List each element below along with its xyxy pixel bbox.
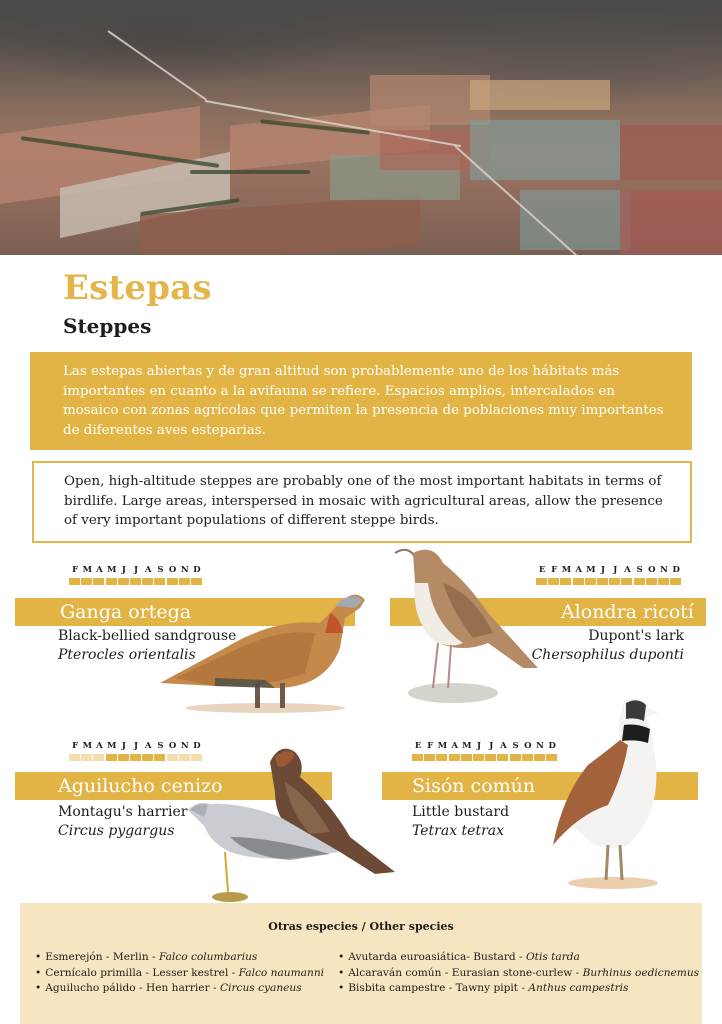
month-cell [167, 754, 178, 761]
month-cell [646, 578, 657, 585]
month-letter: J [601, 565, 606, 575]
month-letter: M [437, 741, 448, 751]
month-cell [81, 754, 92, 761]
intro-spanish-text: Las estepas abiertas y de gran altitud son probablemente uno de los hábitats más importantes en cuanto a la avifauna se refiere. Espacios amplios, intercalados en mosaico con zonas agrícolas que permiten la presencia de poblaciones muy importantes de diferentes aves esteparias. [63, 364, 664, 438]
month-letter: O [168, 565, 177, 575]
month-calendar-alondra [536, 565, 682, 585]
month-letter: J [489, 741, 494, 751]
month-letter: D [672, 565, 680, 575]
other-species-item: • Avutarda euroasiática- Bustard - Otis tarda [338, 950, 699, 966]
month-letter: F [427, 741, 434, 751]
month-cell [670, 578, 681, 585]
month-cell [461, 754, 472, 761]
month-cell [548, 578, 559, 585]
month-letter: M [462, 741, 472, 751]
month-letter: S [512, 741, 519, 751]
other-species-item: • Alcaraván común - Eurasian stone-curlew - Burhinus oedicnemus [338, 966, 699, 982]
intro-english [32, 461, 692, 543]
month-cell [497, 754, 508, 761]
month-letter: N [660, 565, 668, 575]
month-letter: M [106, 565, 117, 575]
bustard-illustration [548, 695, 668, 895]
month-letter: N [536, 741, 544, 751]
month-letters [412, 741, 558, 751]
month-letter: A [96, 565, 103, 575]
other-species-box [20, 903, 702, 1024]
month-presence-bar [536, 578, 682, 585]
month-letter: J [613, 565, 618, 575]
month-cell [142, 754, 153, 761]
month-letter: M [561, 565, 572, 575]
month-letter: N [180, 565, 189, 575]
other-species-scientific-name: Circus cyaneus [219, 982, 302, 994]
month-cell [81, 578, 92, 585]
month-cell [597, 578, 608, 585]
month-letter: A [500, 741, 507, 751]
month-cell [621, 578, 632, 585]
month-cell [473, 754, 484, 761]
month-cell [69, 754, 80, 761]
month-letter: S [157, 741, 164, 751]
month-calendar-sison [412, 741, 558, 761]
other-species-scientific-name: Falco naumanni [238, 966, 325, 979]
month-cell [573, 578, 584, 585]
month-letter: A [451, 741, 458, 751]
other-species-scientific-name: Falco columbarius [158, 951, 258, 963]
intro-english-text: Open, high-altitude steppes are probably one of the most important habitats in terms of birdlife. Large areas, interspersed in mosaic with agricultural areas, allow the presence of very important populations of different steppe birds. [64, 474, 663, 528]
month-letter: S [636, 565, 643, 575]
species-name-es: Alondra ricotí [560, 601, 694, 623]
species-scientific-name: Circus pygargus [58, 823, 175, 839]
month-cell [118, 754, 129, 761]
other-species-item: • Aguilucho pálido - Hen harrier - Circus cyaneus [35, 981, 324, 997]
month-cell [106, 754, 117, 761]
month-letter: M [586, 565, 596, 575]
month-cell [510, 754, 521, 761]
other-species-item: • Esmerejón - Merlin - Falco columbarius [35, 950, 324, 966]
month-cell [585, 578, 596, 585]
month-cell [485, 754, 496, 761]
month-letter: M [106, 741, 117, 751]
lark-illustration [393, 543, 543, 713]
species-scientific-name: Pterocles orientalis [58, 647, 196, 663]
other-species-scientific-name: Burhinus oedicnemus [582, 966, 700, 979]
month-letter: J [477, 741, 482, 751]
month-cell [522, 754, 533, 761]
month-cell [118, 578, 129, 585]
species-name-es: Aguilucho cenizo [58, 775, 223, 797]
month-letter: A [96, 741, 103, 751]
month-letter: J [121, 741, 126, 751]
month-letter: A [575, 565, 582, 575]
other-species-title: Otras especies / Other species [268, 920, 454, 933]
month-letter: A [144, 741, 152, 751]
sandgrouse-illustration [155, 578, 370, 718]
month-cell [130, 754, 141, 761]
month-cell [658, 578, 669, 585]
month-cell [449, 754, 460, 761]
other-species-list-right [338, 950, 699, 997]
other-species-item: • Bisbita campestre - Tawny pipit - Anthus campestris [338, 981, 699, 997]
page-subtitle: Steppes [63, 314, 152, 338]
month-letter: M [82, 565, 92, 575]
month-letters [536, 565, 682, 575]
harrier-illustration [180, 742, 400, 912]
month-letter: S [157, 565, 164, 575]
month-cell [93, 578, 104, 585]
month-letter: F [551, 565, 558, 575]
other-species-list-left [35, 950, 324, 997]
month-cell [560, 578, 571, 585]
month-cell [634, 578, 645, 585]
month-cell [142, 578, 153, 585]
species-name-es: Ganga ortega [60, 601, 192, 623]
species-name-es: Sisón común [412, 775, 536, 797]
month-letter: E [538, 565, 546, 575]
month-cell [154, 754, 165, 761]
month-cell [609, 578, 620, 585]
other-species-scientific-name: Otis tarda [526, 951, 580, 963]
month-letter: O [168, 741, 177, 751]
month-cell [412, 754, 423, 761]
month-cell [534, 754, 545, 761]
month-letter: E [414, 741, 422, 751]
month-cell [130, 578, 141, 585]
page-title: Estepas [63, 268, 212, 308]
month-letter: A [624, 565, 631, 575]
month-letter: D [548, 741, 556, 751]
month-cell [106, 578, 117, 585]
month-cell [436, 754, 447, 761]
month-letter: O [648, 565, 656, 575]
month-letter: A [144, 565, 152, 575]
month-letter: O [524, 741, 532, 751]
species-name-en: Dupont's lark [588, 628, 684, 644]
month-cell [93, 754, 104, 761]
month-letter: J [121, 565, 126, 575]
month-letter: F [72, 565, 79, 575]
species-name-en: Montagu's harrier [58, 804, 188, 820]
month-letter: D [193, 741, 201, 751]
other-species-scientific-name: Anthus campestris [528, 982, 629, 994]
month-presence-bar [412, 754, 558, 761]
species-name-en: Little bustard [412, 804, 510, 820]
month-letter: J [134, 565, 139, 575]
month-letter: M [82, 741, 92, 751]
other-species-item: • Cernícalo primilla - Lesser kestrel - Falco naumanni [35, 966, 324, 982]
species-scientific-name: Chersophilus duponti [531, 647, 684, 663]
month-letters [69, 565, 203, 575]
month-letter: J [134, 741, 139, 751]
month-letter: D [193, 565, 201, 575]
species-name-en: Black-bellied sandgrouse [58, 628, 237, 644]
month-cell [424, 754, 435, 761]
species-scientific-name: Tetrax tetrax [412, 823, 505, 839]
hero-landscape-photo [0, 0, 722, 255]
month-letter: N [180, 741, 189, 751]
intro-spanish [30, 352, 692, 450]
month-letter: F [72, 741, 79, 751]
month-cell [69, 578, 80, 585]
